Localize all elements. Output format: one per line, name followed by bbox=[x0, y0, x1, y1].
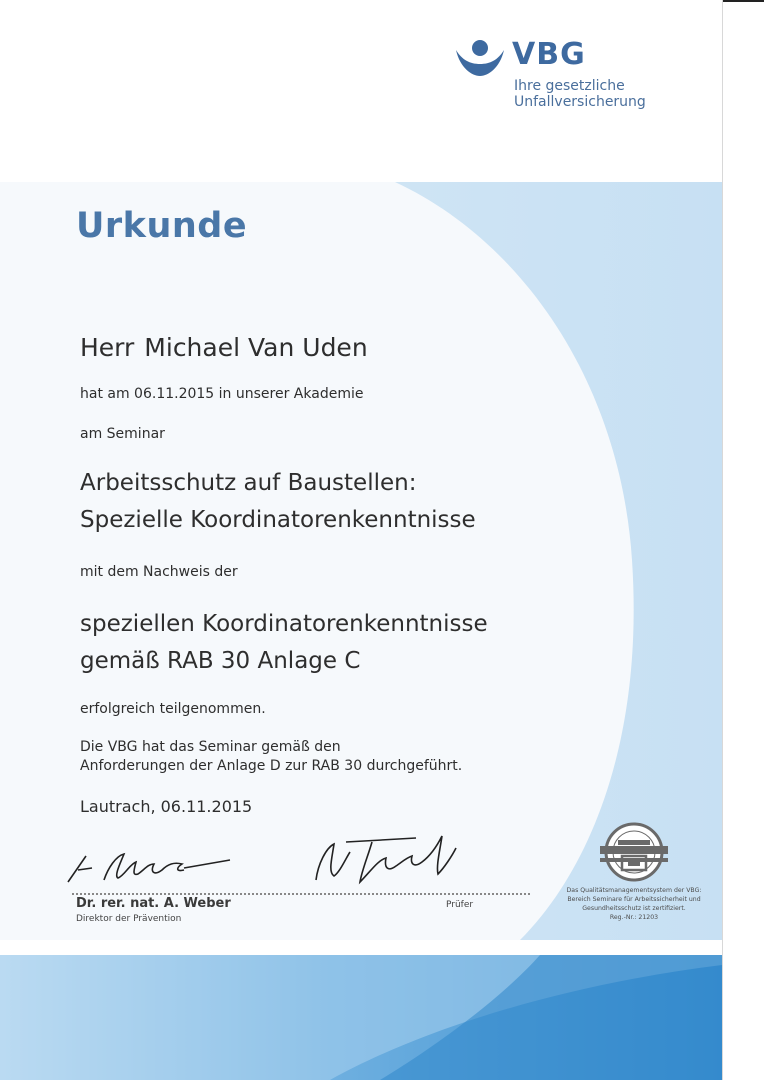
place-date: Lautrach, 06.11.2015 bbox=[80, 797, 253, 816]
signer-role: Direktor der Prävention bbox=[76, 914, 182, 924]
certificate-title: Urkunde bbox=[76, 206, 248, 246]
quality-management-note bbox=[556, 886, 712, 922]
scan-edge-line bbox=[723, 0, 764, 2]
note-line-1: Die VBG hat das Seminar gemäß den bbox=[80, 739, 341, 755]
director-signature bbox=[64, 842, 234, 890]
scan-margin bbox=[723, 0, 764, 1080]
seminar-title bbox=[80, 465, 476, 539]
proof-intro: mit dem Nachweis der bbox=[80, 564, 238, 580]
seminar-intro: am Seminar bbox=[80, 426, 165, 442]
qms-line-1: Das Qualitätsmanagementsystem der VBG: bbox=[566, 887, 702, 894]
qualification bbox=[80, 606, 488, 680]
result-text: erfolgreich teilgenommen. bbox=[80, 701, 266, 717]
brand-name: VBG bbox=[512, 37, 586, 72]
seminar-title-line-2: Spezielle Koordinatorenkenntnisse bbox=[80, 507, 476, 533]
vbg-logo bbox=[454, 36, 684, 116]
seminar-title-line-1: Arbeitsschutz auf Baustellen: bbox=[80, 470, 417, 496]
recipient-name: Michael Van Uden bbox=[144, 333, 368, 362]
recipient bbox=[80, 333, 368, 362]
tagline-line-2: Unfallversicherung bbox=[514, 94, 646, 110]
signer-name: Dr. rer. nat. A. Weber bbox=[76, 896, 231, 911]
qms-line-2: Bereich Seminare für Arbeitssicherheit und bbox=[567, 896, 701, 903]
date-line: hat am 06.11.2015 in unserer Akademie bbox=[80, 386, 364, 402]
brand-tagline bbox=[514, 78, 646, 110]
examiner-signature bbox=[306, 828, 476, 888]
vbg-logo-mark-icon bbox=[454, 38, 506, 78]
signature-line bbox=[72, 893, 530, 895]
examiner-label: Prüfer bbox=[446, 900, 474, 910]
qms-line-3: Gesundheitsschutz ist zertifiziert. bbox=[582, 905, 686, 912]
dqs-certification-seal-icon bbox=[596, 820, 672, 884]
qualification-line-2: gemäß RAB 30 Anlage C bbox=[80, 648, 361, 674]
note-paragraph bbox=[80, 738, 462, 776]
qms-line-4: Reg.-Nr.: 21203 bbox=[609, 914, 659, 921]
tagline-line-1: Ihre gesetzliche bbox=[514, 78, 625, 94]
qualification-line-1: speziellen Koordinatorenkenntnisse bbox=[80, 611, 488, 637]
note-line-2: Anforderungen der Anlage D zur RAB 30 durchgeführt. bbox=[80, 758, 463, 774]
salutation: Herr bbox=[80, 333, 135, 362]
